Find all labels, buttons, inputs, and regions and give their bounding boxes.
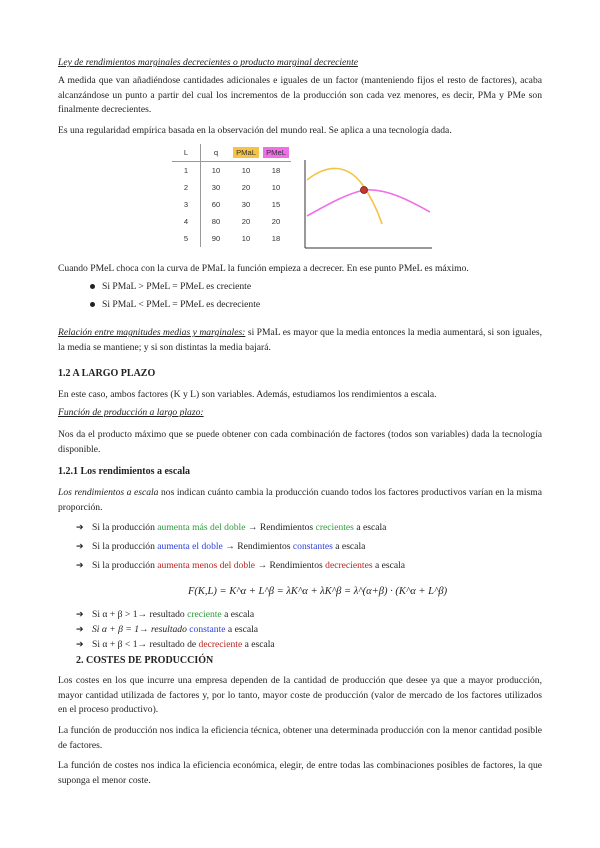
- table-row: 3 60 30 15: [172, 196, 291, 213]
- costes-paragraph-1: Los costes en los que incurre una empresa dependen de la cantidad de producción que desee ya que a mayor producción, mayor cantidad utilizada de factores y, por lo tanto, mayor coste de producción (valor de mercado de los factores utilizados en el proceso productivo).: [58, 675, 542, 715]
- largo-paragraph: En este caso, ambos factores (K y L) son variables. Además, estudiamos los rendimientos a escala.: [58, 389, 437, 400]
- arrow-item-decreciente: ➔ Si la producción aumenta menos del doble → Rendimientos decrecientes a escala: [76, 560, 406, 571]
- pma-pme-curve-chart: [302, 158, 434, 250]
- intersection-point: [361, 187, 368, 194]
- col-header-pme: PMeL: [261, 144, 291, 162]
- col-header-l: L: [172, 144, 201, 162]
- section-costes: 2. COSTES DE PRODUCCIÓN: [76, 655, 214, 666]
- rendimientos-paragraph: Los rendimientos a escala nos indican cuánto cambia la producción cuando todos los factores productivos varían en la misma proporción.: [58, 487, 542, 513]
- bullet-item: Si PMaL > PMeL = PMeL es creciente: [90, 280, 251, 294]
- arrow-icon: ➔: [76, 640, 84, 650]
- section-largo-plazo: 1.2 A LARGO PLAZO: [58, 368, 156, 379]
- table-row: 2 30 20 10: [172, 179, 291, 196]
- arrow-icon: ➔: [76, 610, 84, 620]
- arrow-item-creciente: ➔ Si la producción aumenta más del doble → Rendimientos crecientes a escala: [76, 522, 387, 533]
- relacion-paragraph: Relación entre magnitudes medias y marginales: si PMaL es mayor que la media entonces la media aumentará, si son iguales, la media se mantiene; y si son distintas la media bajará.: [58, 327, 542, 353]
- arrow-icon: ➔: [76, 561, 84, 571]
- law-heading: Ley de rendimientos marginales decrecientes o producto marginal decreciente: [58, 57, 358, 68]
- arrow-icon: ➔: [76, 523, 84, 533]
- costes-paragraph-3: La función de costes nos indica la eficiencia económica, elegir, de entre todas las combinaciones posibles de factores, la que suponga el menor coste.: [58, 760, 542, 786]
- case-item-constante: ➔ Si α + β = 1→ resultado constante a escala: [76, 624, 259, 635]
- arrow-icon: ➔: [76, 625, 84, 635]
- empirical-paragraph: Es una regularidad empírica basada en la observación del mundo real. Se aplica a una tecnología dada.: [58, 125, 452, 136]
- case-item-decreciente: ➔ Si α + β < 1→ resultado de decreciente a escala: [76, 639, 275, 650]
- law-paragraph: A medida que van añadiéndose cantidades adicionales e iguales de un factor (manteniendo fijos el resto de factores), acaba alcanzándose un punto a partir del cual los incrementos de la producción son cada vez menores, es decir, PMa y PMe son finalmente decrecientes.: [58, 75, 542, 115]
- arrow-item-constante: ➔ Si la producción aumenta el doble → Rendimientos constantes a escala: [76, 541, 366, 552]
- col-header-pma: PMaL: [231, 144, 261, 162]
- col-header-q: q: [201, 144, 232, 162]
- funcion-paragraph: Nos da el producto máximo que se puede obtener con cada combinación de factores (todos son variables) dada la tecnología disponible.: [58, 429, 542, 455]
- intersection-paragraph: Cuando PMeL choca con la curva de PMaL la función empieza a decrecer. En ese punto PMeL es máximo.: [58, 263, 469, 274]
- production-formula: F(K,L) = K^α + L^β = λK^α + λK^β = λ^(α+β) · (K^α + L^β): [188, 586, 448, 597]
- productivity-table: [172, 144, 291, 247]
- table-row: 1 10 10 18: [172, 162, 291, 180]
- arrow-icon: ➔: [76, 542, 84, 552]
- costes-paragraph-2: La función de producción nos indica la eficiencia técnica, obtener una determinada producción con la menor cantidad posible de factores.: [58, 725, 542, 751]
- bullet-dot-icon: [90, 284, 95, 289]
- table-row: 5 90 10 18: [172, 230, 291, 247]
- bullet-item: Si PMaL < PMeL = PMeL es decreciente: [90, 298, 260, 312]
- case-item-creciente: ➔ Si α + β > 1→ resultado creciente a escala: [76, 609, 255, 620]
- bullet-dot-icon: [90, 302, 95, 307]
- table-row: 4 80 20 20: [172, 213, 291, 230]
- table-header-row: [172, 144, 291, 162]
- funcion-heading: Función de producción a largo plazo:: [58, 407, 204, 418]
- section-rendimientos: 1.2.1 Los rendimientos a escala: [58, 466, 191, 477]
